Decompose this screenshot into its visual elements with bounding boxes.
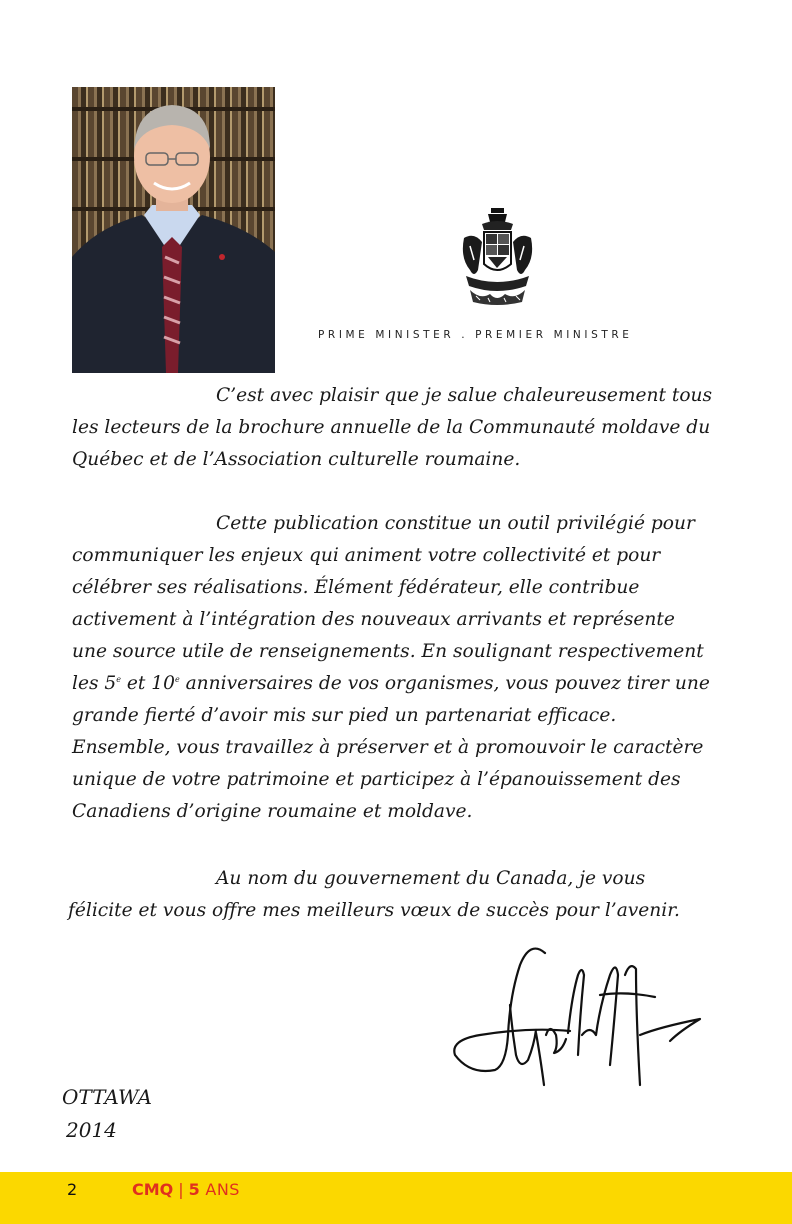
letter-line: grande fierté d’avoir mis sur pied un partenariat efficace. [72, 705, 617, 726]
letter-line: activement à l’intégration des nouveaux arrivants et représente [72, 609, 675, 630]
brand-name: CMQ [132, 1180, 174, 1199]
letter-paragraph-2 [72, 508, 732, 828]
letter-line-anniversaries [72, 668, 732, 700]
letter-paragraph-1 [72, 380, 732, 476]
letter-line: Québec et de l’Association culturelle roumaine. [72, 449, 521, 470]
footer-brand [132, 1180, 240, 1199]
text-fragment: et 10 [120, 673, 175, 694]
letter-line: C’est avec plaisir que je salue chaleureusement tous [216, 385, 713, 406]
sign-off-city: OTTAWA [62, 1085, 152, 1109]
page-footer [0, 1172, 792, 1224]
letter-line: Canadiens d’origine roumaine et moldave. [72, 801, 473, 822]
letter-line: Ensemble, vous travaillez à préserver et à promouvoir le caractère [72, 737, 704, 758]
letter-line: Au nom du gouvernement du Canada, je vous [216, 868, 646, 889]
brand-years-number: 5 [188, 1180, 200, 1199]
prime-minister-caption: PRIME MINISTER . PREMIER MINISTRE [318, 329, 633, 341]
brand-years-label: ANS [199, 1180, 240, 1199]
text-fragment: anniversaires de vos organismes, vous pouvez tirer une [179, 673, 710, 694]
text-fragment: les 5 [72, 673, 117, 694]
letter-line: une source utile de renseignements. En soulignant respectivement [72, 641, 704, 662]
letter-line: félicite et vous offre mes meilleurs vœux de succès pour l’avenir. [68, 900, 680, 921]
signature-icon [450, 935, 705, 1093]
page-number: 2 [67, 1180, 78, 1199]
portrait-photo [72, 87, 275, 373]
portrait-figure [72, 87, 275, 373]
letter-line: unique de votre patrimoine et participez à l’épanouissement des [72, 769, 681, 790]
brand-separator: | [178, 1180, 184, 1199]
letter-paragraph-3 [68, 863, 728, 927]
superscript: e [116, 675, 121, 684]
sign-off-year: 2014 [66, 1118, 117, 1142]
letter-line: Cette publication constitue un outil privilégié pour [216, 513, 695, 534]
letter-line: communiquer les enjeux qui animent votre collectivité et pour [72, 545, 661, 566]
coat-of-arms-icon [460, 208, 535, 306]
letter-line: les lecteurs de la brochure annuelle de la Communauté moldave du [72, 417, 711, 438]
superscript: e [174, 675, 180, 684]
letter-line: célébrer ses réalisations. Élément fédérateur, elle contribue [72, 577, 640, 598]
